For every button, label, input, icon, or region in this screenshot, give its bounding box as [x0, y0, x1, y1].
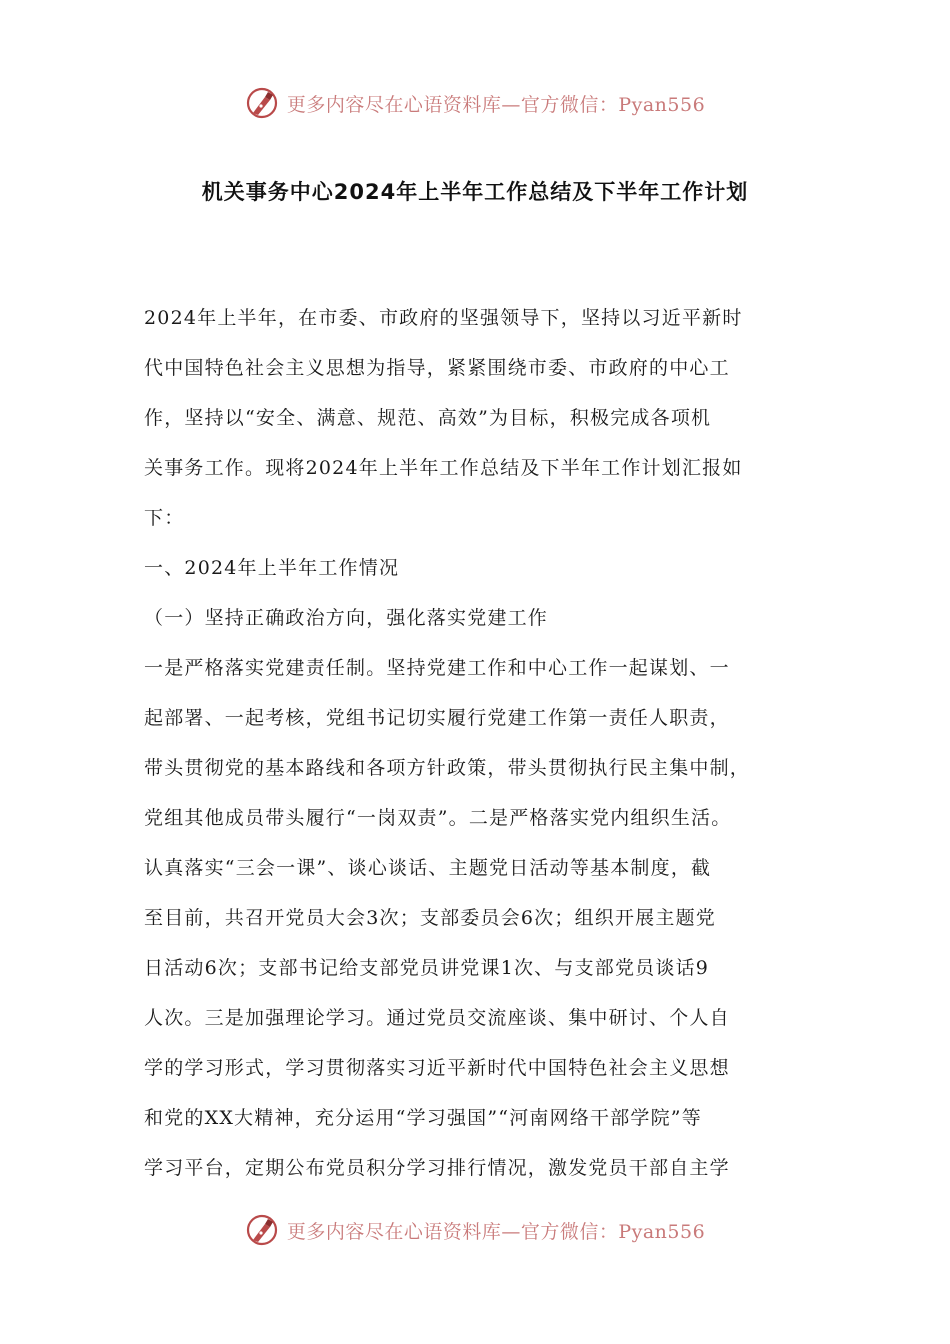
watermark-text: 更多内容尽在心语资料库—官方微信：Pyan556 [286, 1220, 706, 1243]
body-line: 日活动6次；支部书记给支部党员讲党课1次、与支部党员谈话9 [144, 957, 710, 979]
subsection-heading: （一）坚持正确政治方向，强化落实党建工作 [144, 607, 549, 629]
pen-nib-logo-icon [245, 86, 279, 120]
body-line: 带头贯彻党的基本路线和各项方针政策，带头贯彻执行民主集中制， [144, 757, 751, 779]
header-watermark [0, 83, 950, 123]
body-line: 党组其他成员带头履行“一岗双责”。二是严格落实党内组织生活。 [144, 807, 732, 829]
body-line: 关事务工作。现将2024年上半年工作总结及下半年工作计划汇报如 [144, 457, 743, 479]
body-line: 起部署、一起考核，党组书记切实履行党建工作第一责任人职责， [144, 707, 730, 729]
body-line: 认真落实“三会一课”、谈心谈话、主题党日活动等基本制度，截 [144, 857, 712, 879]
body-line: 学习平台，定期公布党员积分学习排行情况，激发党员干部自主学 [144, 1157, 730, 1179]
body-line: 2024年上半年，在市委、市政府的坚强领导下，坚持以习近平新时 [144, 307, 743, 329]
body-line: 人次。三是加强理论学习。通过党员交流座谈、集中研讨、个人自 [144, 1007, 730, 1029]
section-heading: 一、2024年上半年工作情况 [144, 557, 400, 579]
body-line: 代中国特色社会主义思想为指导，紧紧围绕市委、市政府的中心工 [144, 357, 730, 379]
document-body [144, 293, 808, 1193]
pen-nib-logo-icon [245, 1213, 279, 1247]
footer-watermark [0, 1210, 950, 1250]
body-line: 作，坚持以“安全、满意、规范、高效”为目标，积极完成各项机 [144, 407, 712, 429]
body-line: 学的学习形式，学习贯彻落实习近平新时代中国特色社会主义思想 [144, 1057, 730, 1079]
document-title: 机关事务中心2024年上半年工作总结及下半年工作计划 [201, 180, 749, 204]
body-line: 一是严格落实党建责任制。坚持党建工作和中心工作一起谋划、一 [144, 657, 730, 679]
watermark-text: 更多内容尽在心语资料库—官方微信：Pyan556 [286, 93, 706, 116]
body-line: 至目前，共召开党员大会3次；支部委员会6次；组织开展主题党 [144, 907, 716, 929]
body-line: 和党的XX大精神，充分运用“学习强国”“河南网络干部学院”等 [144, 1107, 702, 1129]
body-line: 下： [144, 507, 185, 529]
